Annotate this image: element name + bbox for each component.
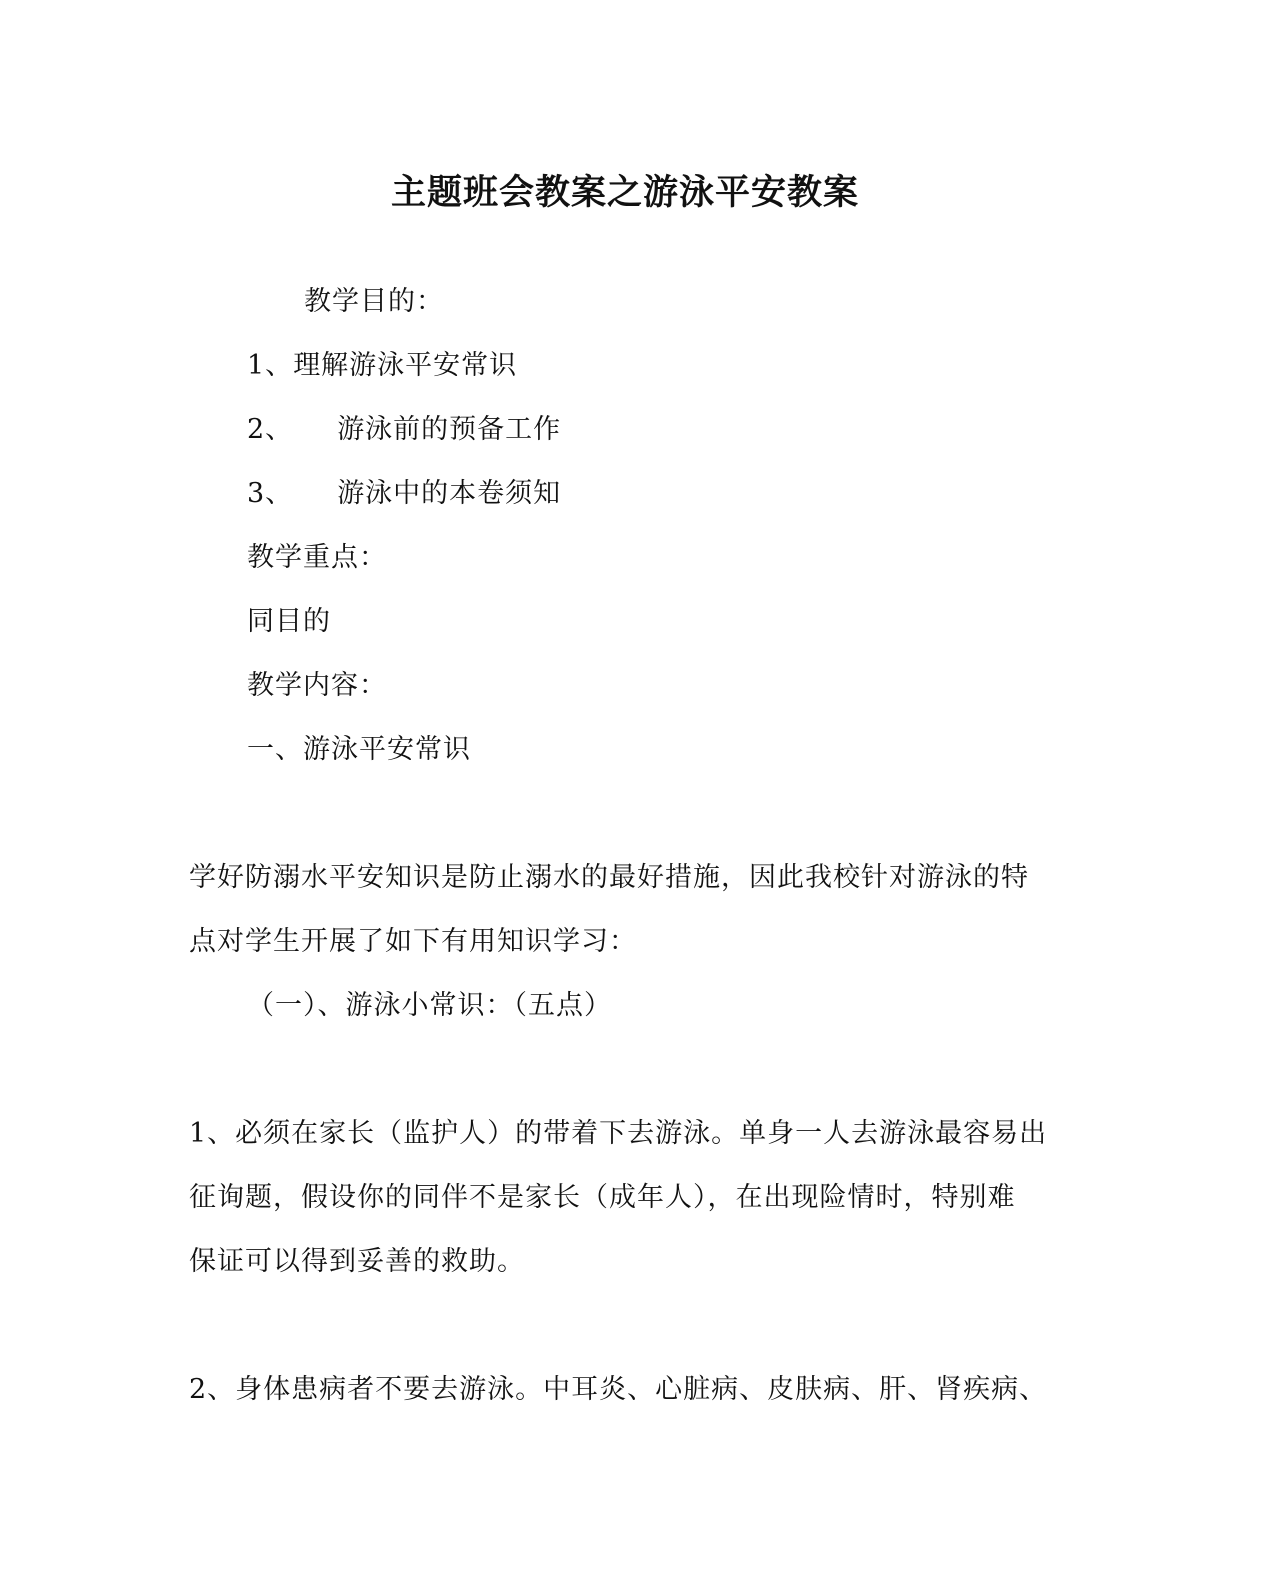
objective-text: 游泳前的预备工作 <box>337 414 562 445</box>
key-points-text: 同目的 <box>247 606 331 637</box>
objectives-heading: 教学目的： <box>304 286 444 317</box>
key-points-heading: 教学重点： <box>247 542 387 573</box>
tip-one-line: 征询题，假设你的同伴不是家长（成年人），在出现险情时，特别难 <box>189 1182 1016 1213</box>
objective-item <box>247 348 517 384</box>
tip-one-line: 保证可以得到妥善的救助。 <box>189 1246 525 1277</box>
document-title: 主题班会教案之游泳平安教案 <box>390 172 859 213</box>
objective-item <box>247 412 561 448</box>
objective-text: 理解游泳平安常识 <box>293 350 518 381</box>
objective-number: 2、 <box>247 414 294 445</box>
intro-line: 学好防溺水平安知识是防止溺水的最好措施，因此我校针对游泳的特 <box>189 862 1029 893</box>
intro-line: 点对学生开展了如下有用知识学习： <box>189 926 637 957</box>
content-heading: 教学内容： <box>247 670 387 701</box>
section-one-heading: 一、游泳平安常识 <box>247 734 471 765</box>
objective-text: 游泳中的本卷须知 <box>337 478 562 509</box>
objective-number: 1、 <box>247 350 294 381</box>
tip-two-line: 2、身体患病者不要去游泳。中耳炎、心脏病、皮肤病、肝、肾疾病、 <box>189 1374 1048 1405</box>
tip-one-line: 1、必须在家长（监护人）的带着下去游泳。单身一人去游泳最容易出 <box>189 1118 1048 1149</box>
subsection-heading: （一）、游泳小常识：（五点） <box>247 990 612 1021</box>
objective-number: 3、 <box>247 478 294 509</box>
objective-item <box>247 476 561 512</box>
